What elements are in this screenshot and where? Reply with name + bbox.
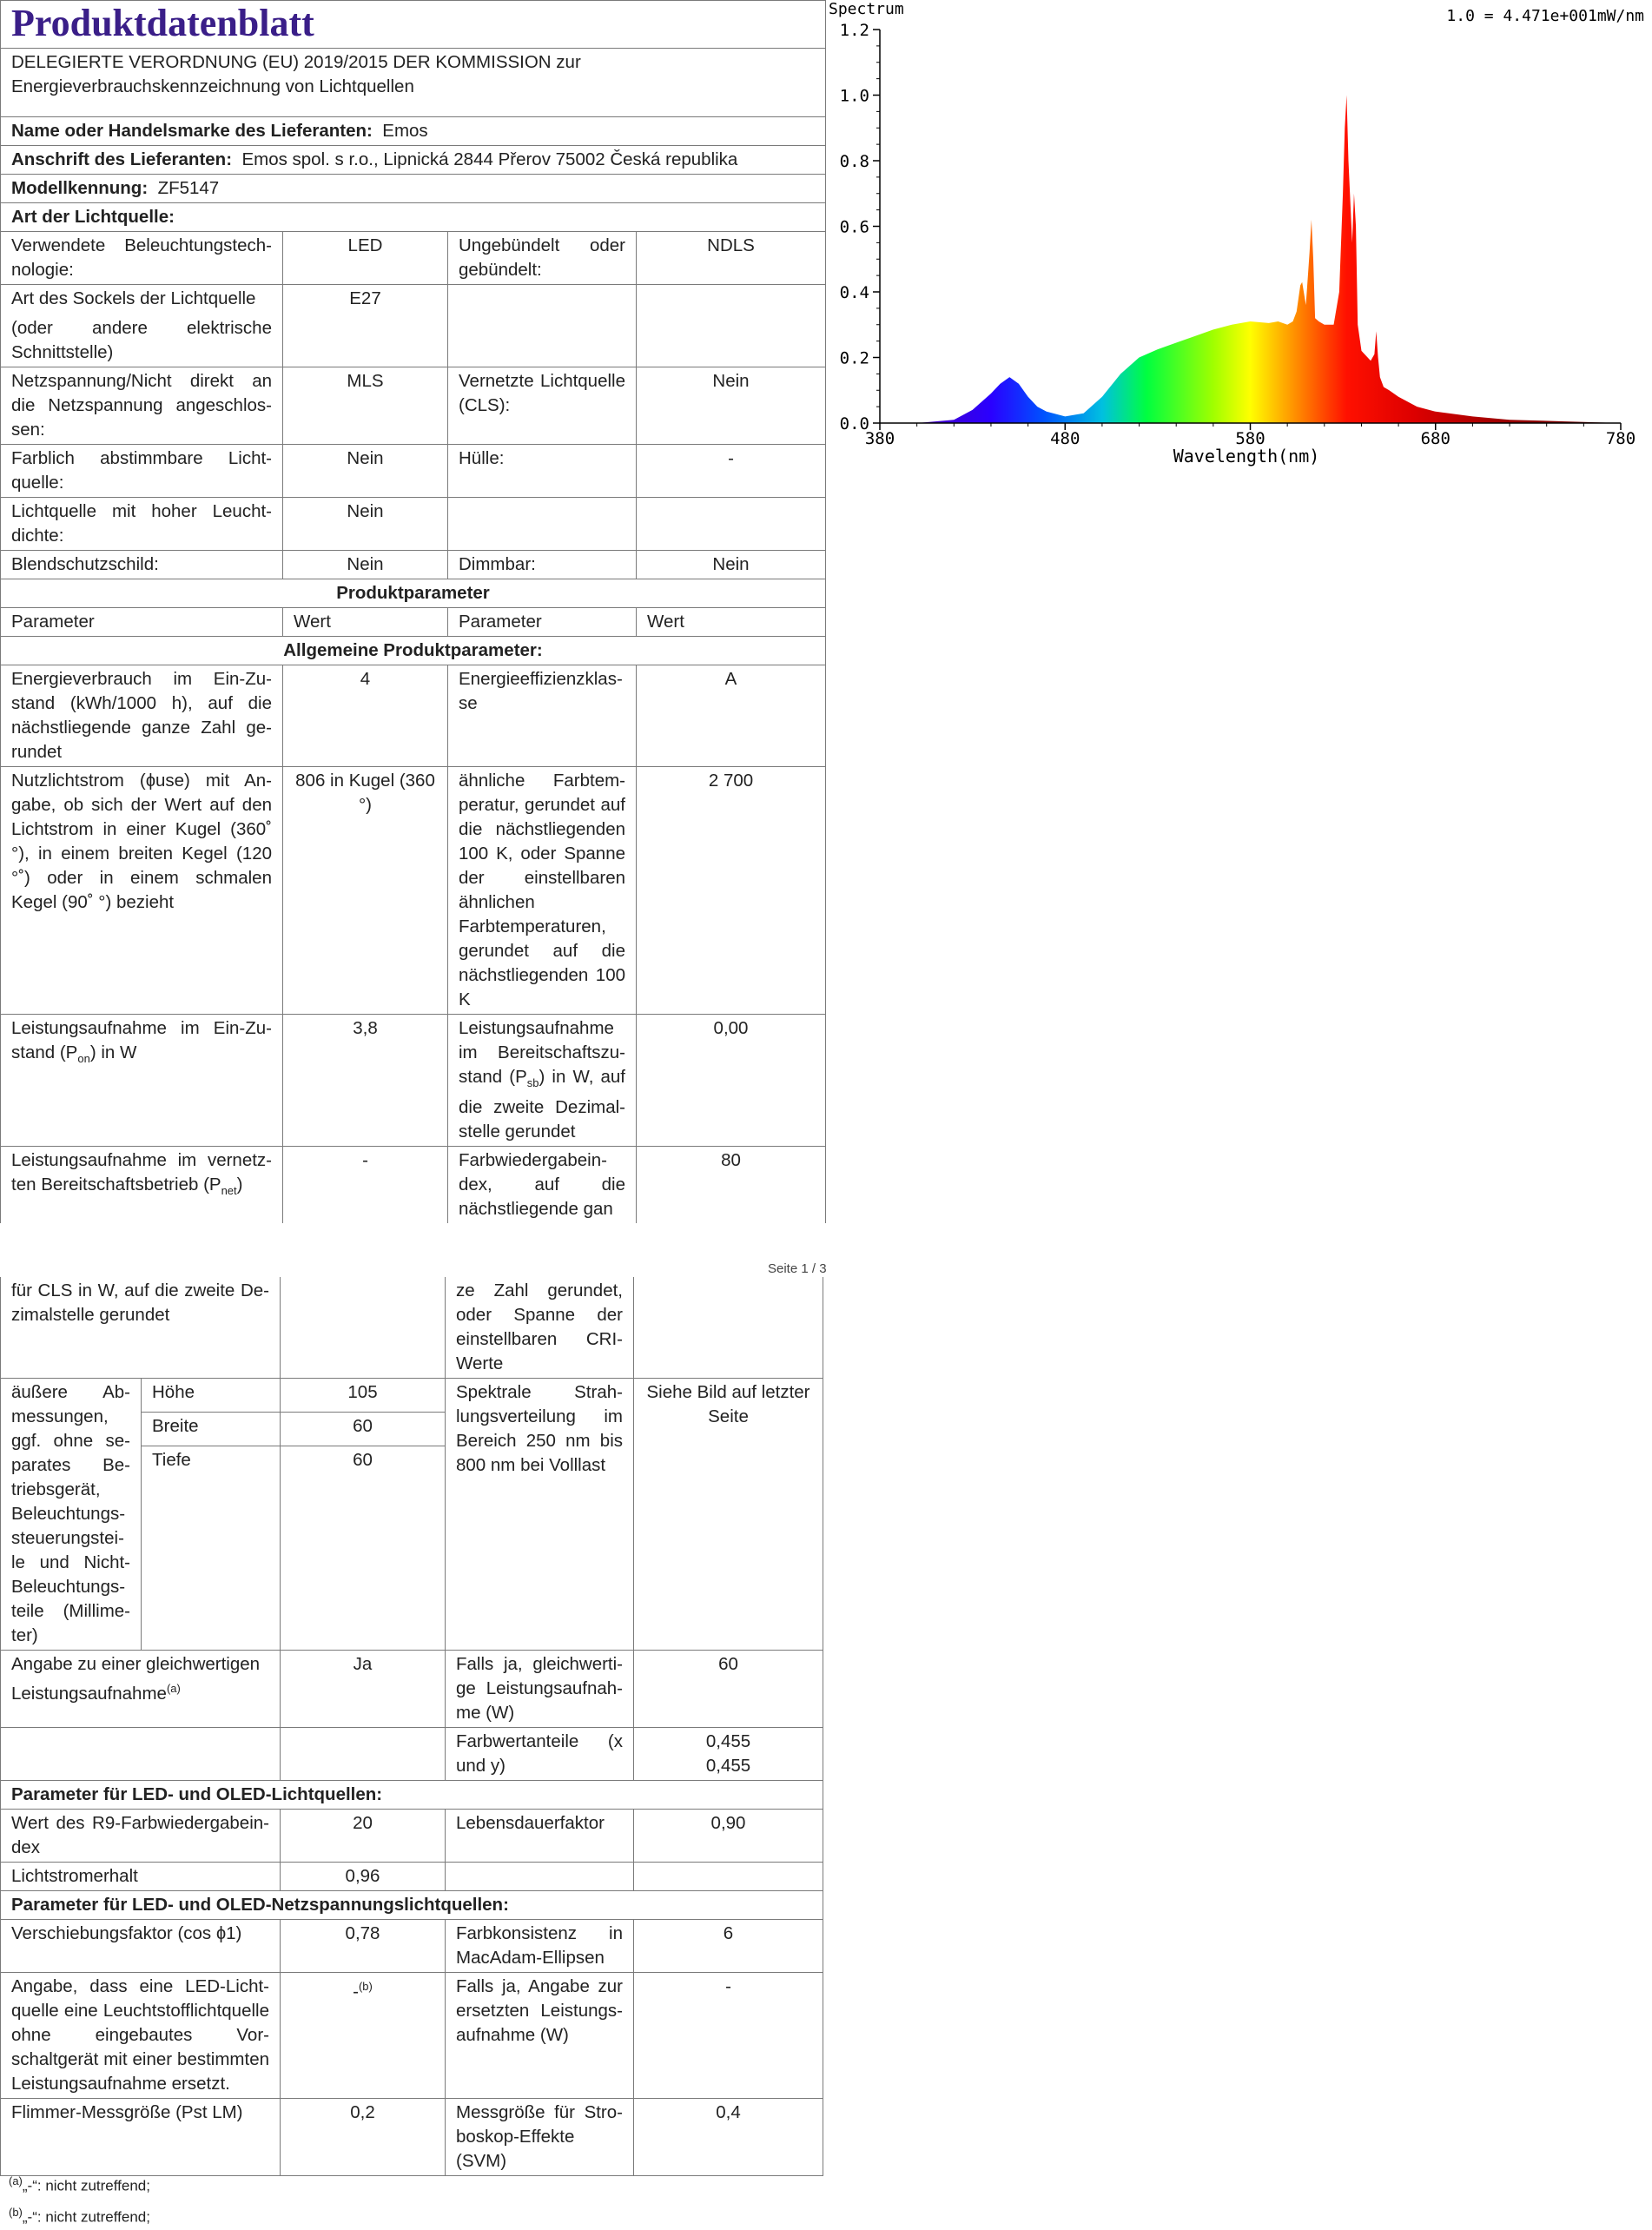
chart-x-axis (865, 423, 1635, 448)
supplier-name-row (1, 117, 826, 146)
on-mode-power-sub: on (77, 1052, 90, 1066)
replacement-value (281, 1973, 446, 2099)
lumen-maintenance-value: 0,96 (281, 1863, 446, 1891)
depth-value: 60 (281, 1446, 446, 1651)
networked-standby-value-cont (281, 1277, 446, 1379)
led-params-heading: Parameter für LED- und OLED-Lichtquellen: (1, 1781, 823, 1810)
cap-type-label-line2: (oder andere elektrische Schnittstelle) (11, 318, 272, 362)
cls-label: Vernetzte Lichtquelle (CLS): (448, 367, 637, 445)
chromaticity-value (634, 1728, 823, 1781)
cri-label-cont: ze Zahl gerundet, oder Spanne der einstellbaren CRI-Werte (446, 1277, 634, 1379)
page-title: Produktdatenblatt (11, 2, 314, 44)
networked-standby-sub: net (221, 1184, 237, 1198)
footnote-b-text: „-“: nicht zutreffend; (22, 2208, 150, 2226)
equivalent-power-w-value: 60 (634, 1651, 823, 1728)
efficiency-class-label: Energieeffizienzklasse (448, 665, 637, 767)
glare-shield-label: Blendschutzschild: (1, 551, 283, 579)
displacement-factor-label: Verschiebungsfaktor (cos ɸ1) (1, 1920, 281, 1973)
product-params-heading: Produktparameter (1, 579, 826, 608)
col-header-parameter: Parameter (448, 608, 637, 637)
dimensions-label: äußere Abmessungen, ggf. ohne separates Betriebsgerät, Beleuchtungssteuerungsteile und Nicht-Beleuchtungsteile (Millimeter) (1, 1379, 142, 1651)
supplier-address-label: Anschrift des Lieferanten: (11, 149, 233, 169)
technology-value: LED (283, 232, 448, 285)
chart-y-axis (840, 21, 880, 433)
x-tick-label: 680 (1420, 429, 1450, 448)
width-label: Breite (142, 1413, 281, 1446)
dimmable-value: Nein (637, 551, 826, 579)
supplier-address: Emos spol. s r.o., Lipnická 2844 Přerov 75002 Česká republika (241, 149, 738, 169)
equivalent-power-label (1, 1651, 281, 1728)
cls-value: Nein (637, 367, 826, 445)
networked-standby-text-end: ) (236, 1175, 243, 1195)
replacement-label: Angabe, dass eine LED-Lichtquelle eine Leuchtstofflichtquelle ohne eingebautes Vorschaltgerät mit einer bestimmten Leistungsaufnahme ersetzt. (1, 1973, 281, 2099)
stroboscopic-value: 0,4 (634, 2099, 823, 2176)
on-mode-power-value: 3,8 (283, 1015, 448, 1147)
model-id: ZF5147 (157, 178, 220, 198)
empty-cell (448, 285, 637, 367)
model-label: Modellkennung: (11, 178, 149, 198)
standby-power-label (448, 1015, 637, 1147)
survival-factor-label: Lebensdauerfaktor (446, 1810, 634, 1863)
r9-label: Wert des R9-Farbwiedergabeindex (1, 1810, 281, 1863)
supplier-name: Emos (382, 121, 428, 141)
y-tick-label: 0.2 (839, 348, 869, 368)
col-header-parameter: Parameter (1, 608, 283, 637)
chromaticity-y: 0,455 (705, 1756, 751, 1776)
datasheet-table-page2 (0, 1277, 823, 2176)
replaced-power-value: - (634, 1973, 823, 2099)
cri-label: Farbwiedergabeindex, auf die nächstliegende gan (448, 1147, 637, 1224)
col-header-value: Wert (283, 608, 448, 637)
supplier-name-label: Name oder Handelsmarke des Lieferanten: (11, 121, 373, 141)
networked-standby-value: - (283, 1147, 448, 1224)
y-tick-label: 0.4 (839, 283, 869, 302)
x-tick-label: 380 (864, 429, 895, 448)
on-mode-power-text: Leistungsaufnahme im Ein-Zustand (P (11, 1018, 272, 1062)
footnote-a (9, 2168, 150, 2200)
flicker-label: Flimmer-Messgröße (Pst LM) (1, 2099, 281, 2176)
chromaticity-label: Farbwertanteile (x und y) (446, 1728, 634, 1781)
networked-standby-label (1, 1147, 283, 1224)
colour-consistency-label: Farbkonsistenz in MacAdam-Ellipsen (446, 1920, 634, 1973)
supplier-address-row (1, 146, 826, 175)
cap-type-value: E27 (283, 285, 448, 367)
survival-factor-value: 0,90 (634, 1810, 823, 1863)
high-luminance-label: Lichtquelle mit hoher Leuchtdichte: (1, 498, 283, 551)
empty-cell (448, 498, 637, 551)
empty-cell (637, 498, 826, 551)
stroboscopic-label: Messgröße für Stroboskop-Effekte (SVM) (446, 2099, 634, 2176)
spectrum-chart (823, 0, 1652, 486)
directional-label: Ungebündelt oder gebündelt: (448, 232, 637, 285)
cap-type-label (1, 285, 283, 367)
standby-power-value: 0,00 (637, 1015, 826, 1147)
empty-cell (281, 1728, 446, 1781)
x-tick-label: 580 (1235, 429, 1265, 448)
empty-cell (1, 1728, 281, 1781)
empty-cell (637, 285, 826, 367)
light-type-heading: Art der Lichtquelle: (1, 203, 826, 232)
mains-label: Netzspannung/Nicht direkt an die Netzspannung angeschlossen: (1, 367, 283, 445)
glare-shield-value: Nein (283, 551, 448, 579)
mains-params-heading: Parameter für LED- und OLED-Netzspannungslichtquellen: (1, 1891, 823, 1920)
colour-consistency-value: 6 (634, 1920, 823, 1973)
dimmable-label: Dimmbar: (448, 551, 637, 579)
footnote-a-text: „-“: nicht zutreffend; (22, 2177, 150, 2194)
equivalent-power-w-label: Falls ja, gleichwertige Leistungsaufnahme (W) (446, 1651, 634, 1728)
networked-standby-text: Leistungsaufnahme im vernetzten Bereitschaftsbetrieb (P (11, 1150, 272, 1195)
flicker-value: 0,2 (281, 2099, 446, 2176)
displacement-factor-value: 0,78 (281, 1920, 446, 1973)
cct-value: 2 700 (637, 767, 826, 1015)
y-tick-label: 1.0 (839, 86, 869, 106)
networked-standby-label-cont: für CLS in W, auf die zweite Dezimalstelle gerundet (1, 1277, 281, 1379)
model-row (1, 175, 826, 203)
y-tick-label: 0.0 (839, 414, 869, 433)
y-tick-label: 1.2 (839, 21, 869, 40)
page-number: Seite 1 / 3 (768, 1261, 827, 1276)
cri-value: 80 (637, 1147, 826, 1224)
lumen-maintenance-label: Lichtstromerhalt (1, 1863, 281, 1891)
footnote-b (9, 2200, 150, 2230)
y-tick-label: 0.6 (839, 217, 869, 237)
col-header-value: Wert (637, 608, 826, 637)
empty-cell (634, 1863, 823, 1891)
tunable-value: Nein (283, 445, 448, 498)
standby-power-sub: sb (526, 1076, 539, 1090)
footnote-b-mark: (b) (9, 2205, 23, 2219)
equivalent-power-value: Ja (281, 1651, 446, 1728)
equivalent-power-text: Angabe zu einer gleichwertigen Leistungsaufnahme (11, 1654, 261, 1704)
chromaticity-x: 0,455 (705, 1731, 751, 1751)
r9-value: 20 (281, 1810, 446, 1863)
chart-x-label: Wavelength(nm) (1173, 446, 1320, 467)
energy-consumption-label: Energieverbrauch im Ein-Zustand (kWh/1000 h), auf die nächstliegende ganze Zahl gerundet (1, 665, 283, 767)
depth-label: Tiefe (142, 1446, 281, 1651)
replaced-power-label: Falls ja, Angabe zur ersetzten Leistungsaufnahme (W) (446, 1973, 634, 2099)
height-label: Höhe (142, 1379, 281, 1413)
directional-value: NDLS (637, 232, 826, 285)
cri-value-cont (634, 1277, 823, 1379)
replacement-value-text: - (353, 1981, 359, 2002)
chart-plot-area (880, 96, 1621, 424)
x-tick-label: 480 (1050, 429, 1080, 448)
empty-cell (446, 1863, 634, 1891)
height-value: 105 (281, 1379, 446, 1413)
footnote-mark-a: (a) (166, 1682, 181, 1695)
on-mode-power-label (1, 1015, 283, 1147)
y-tick-label: 0.8 (839, 152, 869, 171)
tunable-label: Farblich abstimmbare Lichtquelle: (1, 445, 283, 498)
on-mode-power-text-end: ) in W (89, 1042, 137, 1062)
general-params-heading: Allgemeine Produktparameter: (1, 637, 826, 665)
luminous-flux-value: 806 in Kugel (360 °) (283, 767, 448, 1015)
datasheet-table-page1 (0, 0, 826, 1223)
luminous-flux-label: Nutzlichtstrom (ɸuse) mit Angabe, ob sich der Wert auf den Lichtstrom in einer Kugel (360˚ °), in einem breiten Kegel (120 °˚) oder in einem schmalen Kegel (90˚ °) bezieht (1, 767, 283, 1015)
technology-label: Verwendete Beleuchtungstechnologie: (1, 232, 283, 285)
regulation-text: DELEGIERTE VERORDNUNG (EU) 2019/2015 DER KOMMISSION zur Energieverbrauchskennzeichnung von Lichtquellen (1, 49, 826, 117)
chart-title: Spectrum (829, 0, 904, 18)
mains-value: MLS (283, 367, 448, 445)
standby-power-text-end: ) in W, auf die zweite Dezimalstelle gerundet (459, 1067, 625, 1142)
footnotes (9, 2168, 150, 2230)
width-value: 60 (281, 1413, 446, 1446)
envelope-label: Hülle: (448, 445, 637, 498)
cap-type-label-line1: Art des Sockels der Lichtquelle (11, 288, 256, 308)
spectral-distribution-value: Siehe Bild auf letzter Seite (634, 1379, 823, 1651)
footnote-mark-b: (b) (358, 1980, 373, 1993)
envelope-value: - (637, 445, 826, 498)
efficiency-class-value: A (637, 665, 826, 767)
chart-scale-note: 1.0 = 4.471e+001mW/nm (1446, 7, 1644, 25)
standby-power-text: Leistungsaufnahme im Bereitschaftszustand (P (459, 1018, 625, 1087)
footnote-a-mark: (a) (9, 2174, 23, 2187)
high-luminance-value: Nein (283, 498, 448, 551)
energy-consumption-value: 4 (283, 665, 448, 767)
spectral-distribution-label: Spektrale Strahlungsverteilung im Bereich 250 nm bis 800 nm bei Volllast (446, 1379, 634, 1651)
spectrum-area (880, 96, 1621, 424)
x-tick-label: 780 (1605, 429, 1636, 448)
cct-label: ähnliche Farbtemperatur, gerundet auf die nächstliegenden 100 K, oder Spanne der einstellbaren ähnlichen Farbtemperaturen, gerundet auf die nächstliegenden 100 K (448, 767, 637, 1015)
